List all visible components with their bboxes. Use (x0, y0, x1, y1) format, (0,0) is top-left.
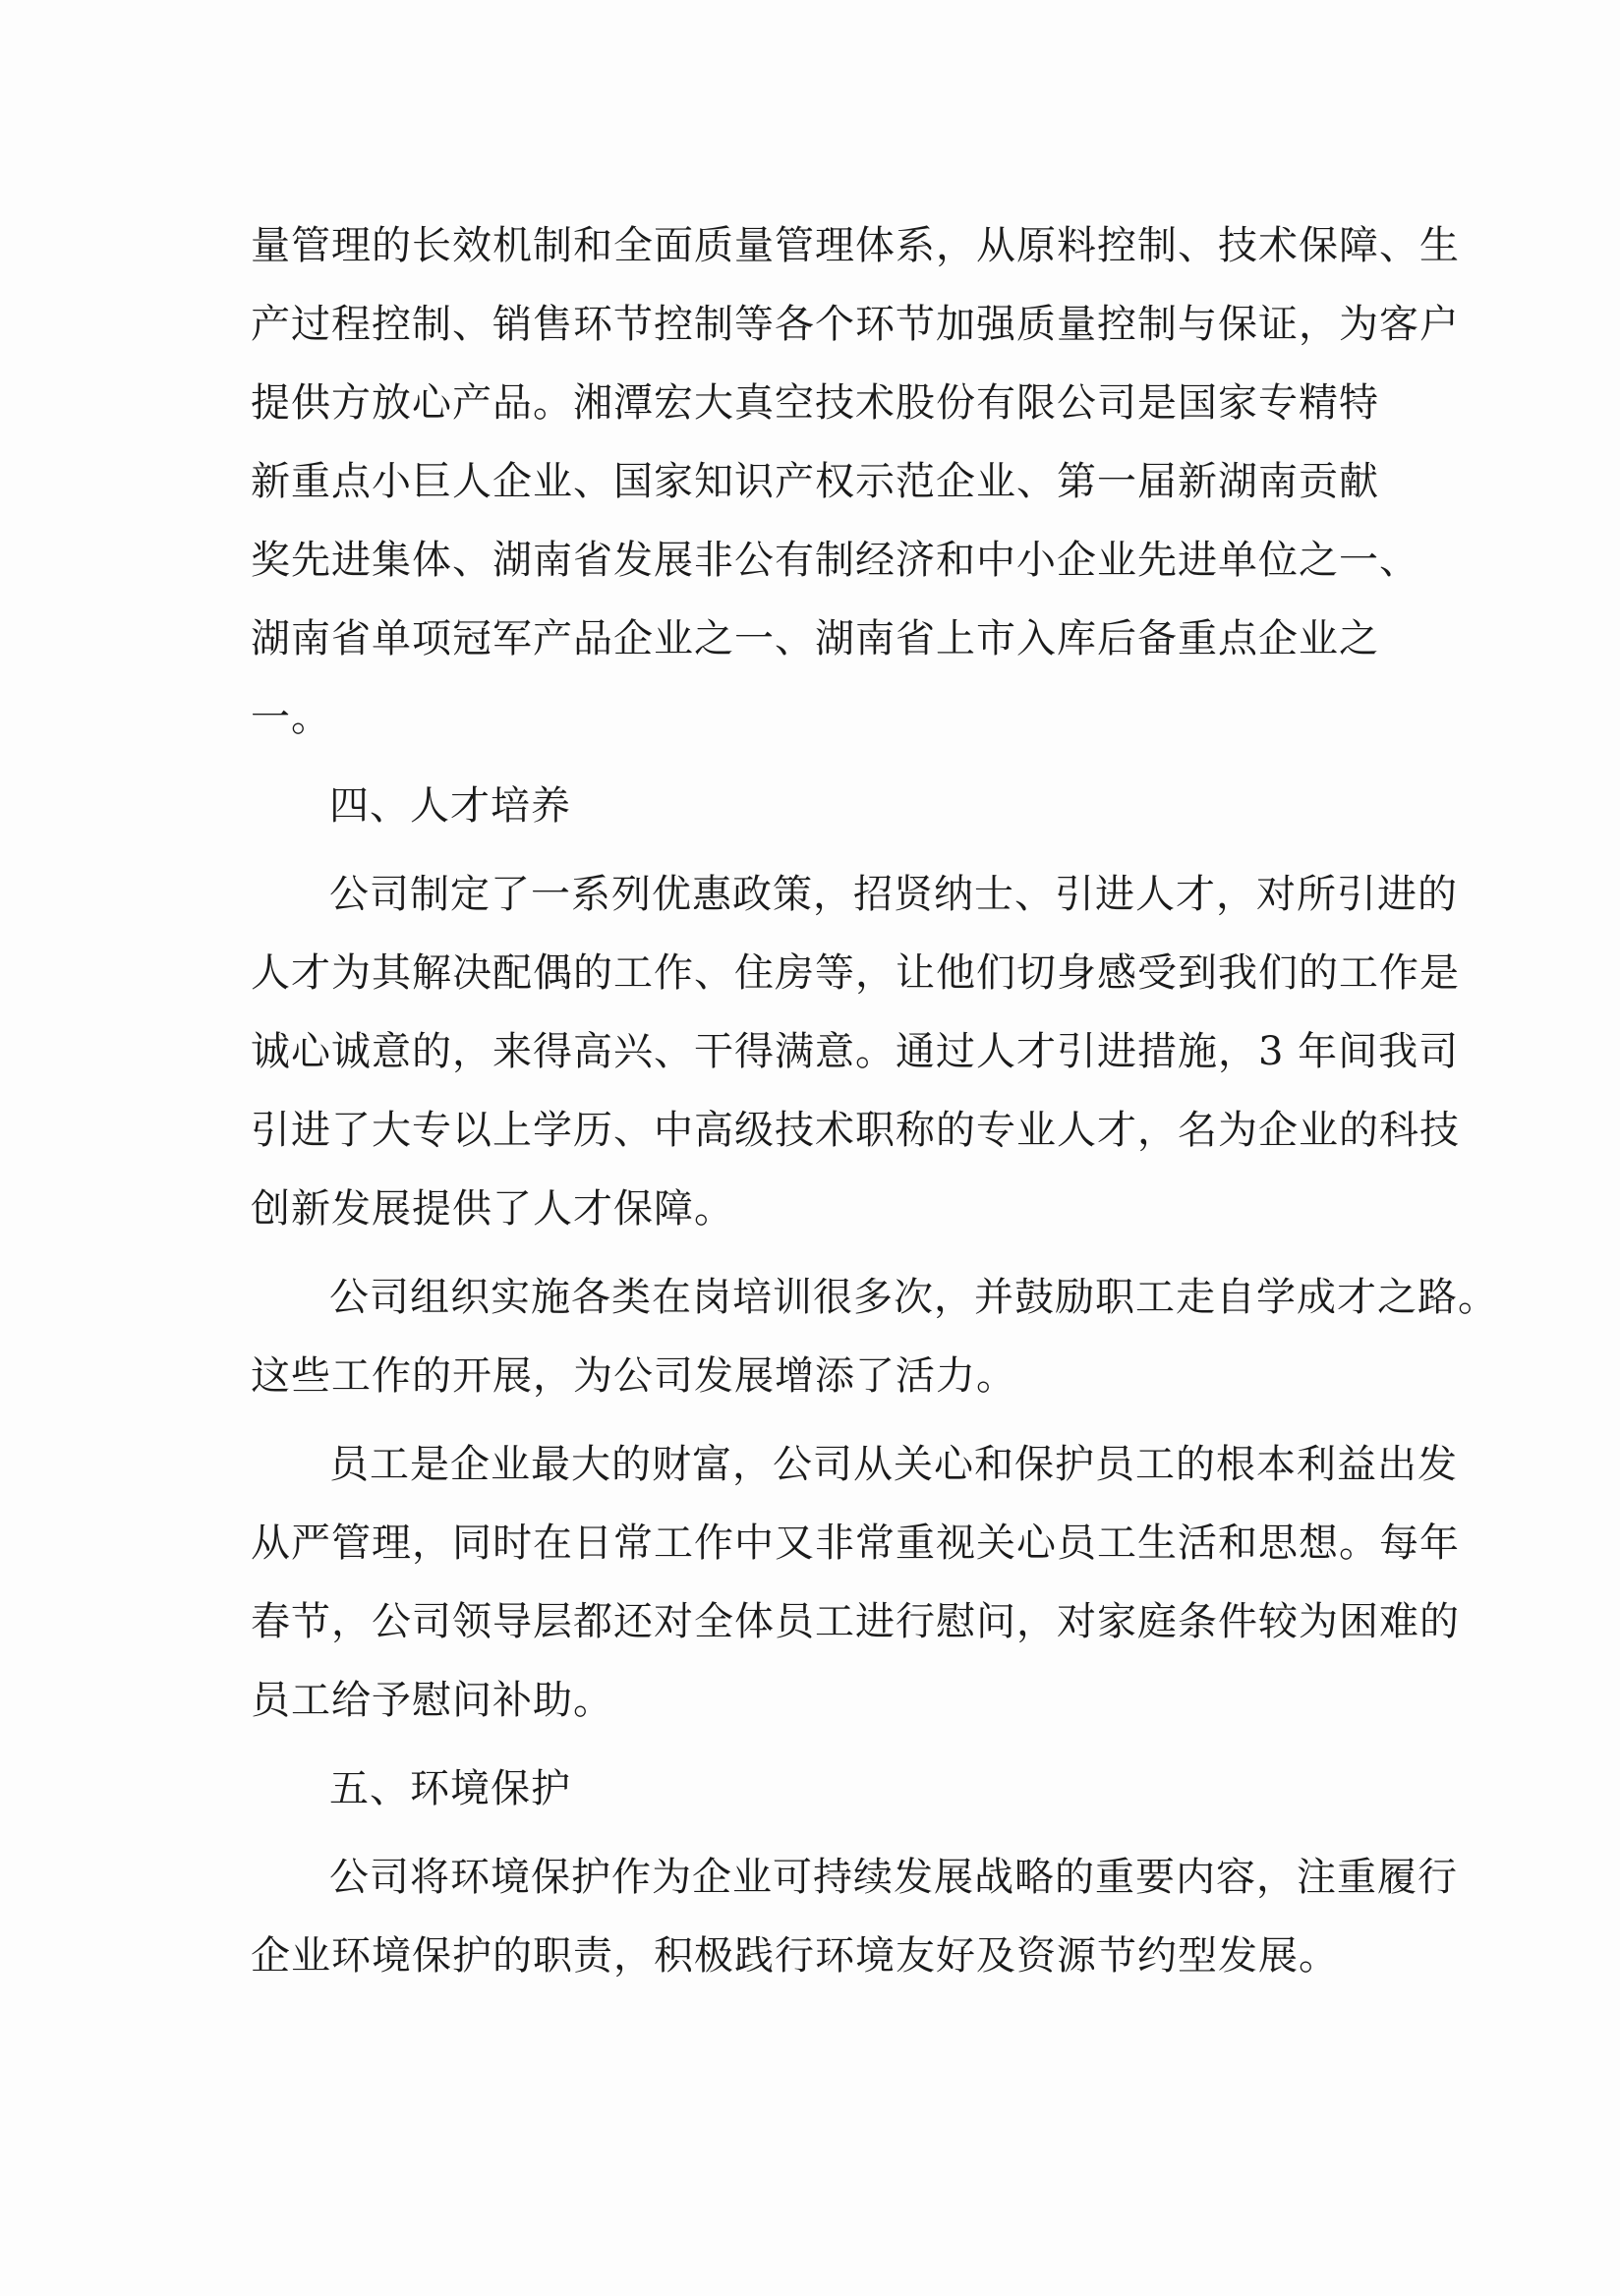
section-heading: 五、环境保护 (329, 1766, 571, 1811)
paragraph-line: 公司制定了一系列优惠政策，招贤纳士、引进人才，对所引进的 (329, 872, 1458, 917)
paragraph-line: 这些工作的开展，为公司发展增添了活力。 (251, 1353, 1016, 1399)
paragraph-line: 诚心诚意的，来得高兴、干得满意。通过人才引进措施，3 年间我司 (251, 1029, 1460, 1074)
spacer (251, 757, 1401, 767)
paragraph-line: 员工给予慰问补助。 (251, 1678, 613, 1723)
paragraph-line: 人才为其解决配偶的工作、住房等，让他们切身感受到我们的工作是 (251, 950, 1460, 996)
paragraph-line: 公司将环境保护作为企业可持续发展战略的重要内容，注重履行 (329, 1855, 1458, 1900)
paragraph-line: 春节，公司领导层都还对全体员工进行慰问，对家庭条件较为困难的 (251, 1599, 1460, 1644)
section-heading: 四、人才培养 (329, 783, 571, 829)
paragraph-line: 湖南省单项冠军产品企业之一、湖南省上市入库后备重点企业之 (251, 616, 1379, 661)
spacer (251, 1740, 1401, 1750)
spacer (251, 1248, 1401, 1258)
paragraph-line: 引进了大专以上学历、中高级技术职称的专业人才，名为企业的科技 (251, 1108, 1460, 1153)
paragraph-line: 企业环境保护的职责，积极践行环境友好及资源节约型发展。 (251, 1933, 1339, 1979)
paragraph-line: 公司组织实施各类在岗培训很多次，并鼓励职工走自学成才之路。 (329, 1275, 1498, 1320)
paragraph-line: 提供方放心产品。湘潭宏大真空技术股份有限公司是国家专精特 (251, 380, 1379, 426)
paragraph-line: 创新发展提供了人才保障。 (251, 1186, 734, 1232)
paragraph-line: 新重点小巨人企业、国家知识产权示范企业、第一届新湖南贡献 (251, 459, 1379, 504)
paragraph-line: 从严管理，同时在日常工作中又非常重视关心员工生活和思想。每年 (251, 1521, 1460, 1566)
spacer (251, 845, 1401, 855)
paragraph-line: 产过程控制、销售环节控制等各个环节加强质量控制与保证，为客户 (251, 302, 1460, 347)
paragraph-line: 员工是企业最大的财富，公司从关心和保护员工的根本利益出发 (329, 1442, 1458, 1487)
document-body (251, 206, 1498, 1995)
paragraph-line: 一。 (251, 695, 331, 740)
spacer (251, 1828, 1401, 1838)
paragraph-line: 量管理的长效机制和全面质量管理体系，从原料控制、技术保障、生 (251, 223, 1460, 268)
spacer (251, 1415, 1401, 1425)
paragraph-line: 奖先进集体、湖南省发展非公有制经济和中小企业先进单位之一、 (251, 538, 1419, 583)
